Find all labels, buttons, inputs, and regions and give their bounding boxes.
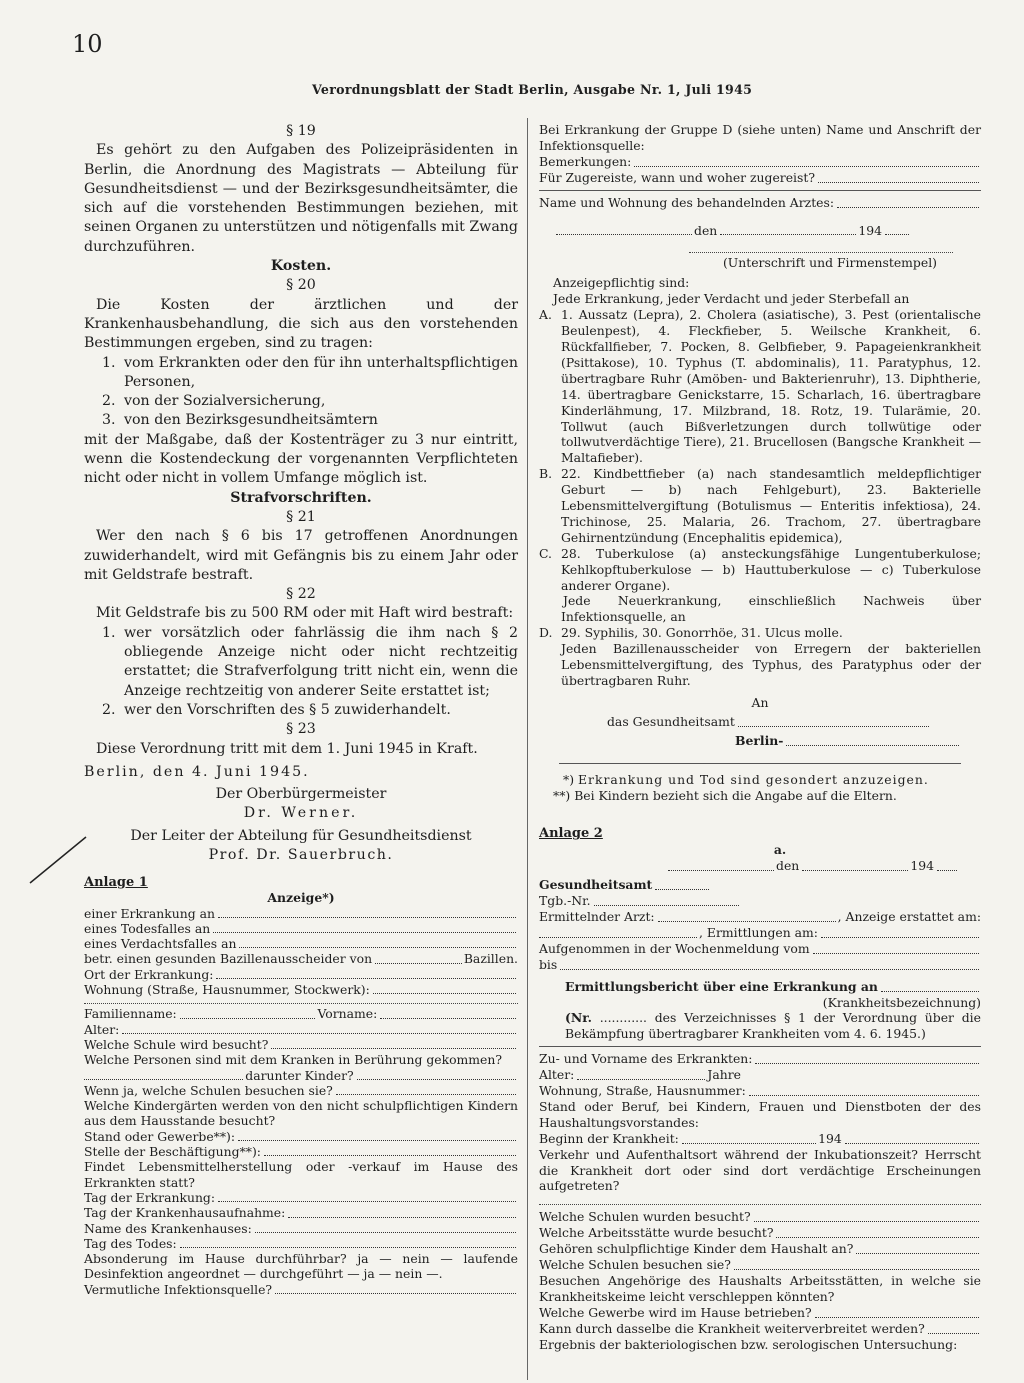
group-a — [539, 307, 981, 466]
group-text: 29. Syphilis, 30. Gonorrhöe, 31. Ulcus molle. — [561, 625, 843, 641]
form-line — [84, 1068, 518, 1083]
form-line — [539, 154, 981, 170]
s22-text: Mit Geldstrafe bis zu 500 RM oder mit Haft wird bestraft: — [96, 605, 514, 622]
form-label: Vermutliche Infektionsquelle? — [84, 1281, 273, 1297]
fill-line — [380, 1017, 516, 1019]
s23-title: § 23 — [286, 721, 316, 738]
item-text: wer den Vorschriften des § 5 zuwiderhandelt. — [124, 701, 451, 718]
fill-line — [264, 1154, 516, 1156]
date-line — [539, 858, 981, 874]
fill-line — [213, 931, 516, 933]
form-label: Vorname: — [317, 1006, 378, 1022]
form-line — [539, 979, 981, 995]
form-blank-line — [84, 1003, 518, 1004]
footnote-2 — [539, 788, 981, 804]
form-label: Tgb.-Nr. — [539, 893, 591, 909]
s20-after: mit der Maßgabe, daß der Kostenträger zu 3 nur eintritt, wenn die Kostendeckung der vorgenannten Verpflichteten nicht oder nicht in vollem Umfange möglich ist. — [84, 431, 518, 487]
form-label: Für Zugereiste, wann und woher zugereist? — [539, 169, 815, 185]
item-number: 2. — [102, 393, 116, 410]
form-question: Bei Erkrankung der Gruppe D (siehe unten) Name und Anschrift der Infektionsquelle: — [539, 122, 981, 153]
form-question: Verkehr und Aufenthaltsort während der Inkubationszeit? Herrscht die Krankheit dort oder sind dort verdächtige Erscheinungen aufgetreten? — [539, 1146, 981, 1194]
form-label: Welche Schulen wurden besucht? — [539, 1209, 751, 1225]
divider — [539, 1046, 981, 1047]
item-text: von den Bezirksgesundheitsämtern — [124, 412, 378, 429]
form-line — [84, 1190, 518, 1205]
form-line — [539, 909, 981, 925]
fill-line — [881, 990, 979, 992]
fill-line — [776, 1236, 979, 1238]
verzeichnis-text: (Nr. ............ des Verzeichnisses § 1 der Verordnung über die Bekämpfung übertragbarer Krankheiten vom 4. 6. 1945.) — [565, 1010, 981, 1042]
item-text: von der Sozialversicherung, — [124, 393, 326, 410]
group-letter: C. — [539, 545, 552, 561]
fill-line — [658, 920, 836, 922]
form-label: Tag des Todes: — [84, 1235, 177, 1251]
fill-line — [216, 977, 516, 979]
form-line — [84, 982, 518, 997]
form-line — [84, 906, 518, 921]
form-label: bis — [539, 956, 558, 972]
form-line — [539, 170, 981, 186]
form-label: den — [776, 858, 800, 874]
form-line — [84, 1221, 518, 1236]
fill-line — [218, 1200, 516, 1202]
nr-label: (Nr. — [565, 1010, 592, 1026]
form-line — [539, 1083, 981, 1099]
form-question: Welche Personen sind mit dem Kranken in Berührung gekommen? — [84, 1052, 503, 1068]
form-label: Welche Arbeitsstätte wurde besucht? — [539, 1225, 774, 1241]
neuerkrankung-intro: Jede Neuerkrankung, einschließlich Nachweis über Infektionsquelle, an — [561, 593, 981, 625]
form-label: 194 — [910, 858, 934, 874]
anzeige-form — [84, 890, 518, 1297]
group-letter: A. — [539, 307, 552, 323]
form-line — [539, 195, 981, 211]
anlage-2-a: a. — [773, 842, 787, 858]
left-column — [84, 122, 518, 1297]
form-line — [539, 1209, 981, 1225]
form-label: Tag der Krankenhausaufnahme: — [84, 1205, 286, 1221]
group-text: 28. Tuberkulose (a) ansteckungsfähige Lungentuberkulose; Kehlkopftuberkulose — b) Hauttuberkulose — c) Tuberkulose anderer Organe). — [561, 545, 981, 593]
signature-name-2: Prof. Dr. Sauerbruch. — [208, 846, 394, 863]
fill-line — [749, 1094, 979, 1096]
form-line — [539, 941, 981, 957]
item-number: 3. — [102, 412, 116, 429]
fill-line — [845, 1142, 979, 1144]
fill-line — [655, 888, 709, 890]
fill-line — [837, 206, 979, 208]
anzeige-title: Anzeige*) — [267, 890, 335, 906]
signature-line — [689, 252, 953, 253]
form-label: Stand oder Gewerbe**): — [84, 1128, 236, 1144]
fill-line — [218, 916, 516, 918]
fill-line — [928, 1332, 979, 1334]
s22-list — [84, 624, 518, 720]
s20-title: § 20 — [286, 277, 316, 294]
form-line — [539, 1067, 981, 1083]
form-line — [84, 1022, 518, 1037]
fill-line — [357, 1078, 516, 1080]
form-question: Ergebnis der bakteriologischen bzw. serologischen Untersuchung: — [539, 1336, 958, 1352]
form-label: Ermittelnder Arzt: — [539, 908, 655, 924]
running-header: Verordnungsblatt der Stadt Berlin, Ausgabe Nr. 1, Juli 1945 — [312, 82, 753, 97]
form-line — [84, 1282, 518, 1297]
s21-title: § 21 — [286, 508, 316, 525]
form-label: Wenn ja, welche Schulen besuchen sie? — [84, 1082, 333, 1098]
address-line — [539, 714, 981, 730]
form-label: Familienname: — [84, 1006, 177, 1022]
fill-line — [738, 725, 929, 727]
form-line — [539, 1241, 981, 1257]
form-line — [84, 1083, 518, 1098]
form-label: Gehören schulpflichtige Kinder dem Haushalt an? — [539, 1241, 854, 1257]
fill-line — [802, 869, 908, 871]
footnote-text: Erkrankung und Tod sind gesondert anzuzeigen. — [577, 771, 929, 787]
kosten-heading: Kosten. — [270, 258, 332, 275]
list-item — [102, 411, 518, 430]
form-label: , Anzeige erstattet am: — [837, 908, 981, 924]
form-label: Wohnung (Straße, Hausnummer, Stockwerk): — [84, 982, 370, 998]
form-line — [539, 925, 981, 941]
fill-line — [560, 968, 979, 970]
footnote-text: Bei Kindern bezieht sich die Angabe auf die Eltern. — [574, 787, 897, 803]
nr-text: des Verzeichnisses § 1 der Verordnung über die Bekämpfung übertragbarer Krankheiten vom 4. 6. 1945.) — [565, 1010, 981, 1042]
fill-line — [577, 1078, 705, 1080]
page-number: 10 — [72, 30, 103, 58]
form-line — [84, 1129, 518, 1144]
form-line — [84, 1205, 518, 1220]
form-label: Stelle der Beschäftigung**): — [84, 1144, 261, 1160]
form-label: Welche Gewerbe wird im Hause betrieben? — [539, 1304, 812, 1320]
form-label: Beginn der Krankheit: — [539, 1130, 679, 1146]
form-label: , Ermittlungen am: — [699, 924, 818, 940]
form-line — [539, 1257, 981, 1273]
fill-line — [755, 1062, 979, 1064]
margin-pen-mark — [28, 835, 88, 885]
footnote-mark: **) — [553, 787, 571, 803]
fill-line — [682, 1142, 816, 1144]
fill-line — [288, 1216, 516, 1218]
fill-line — [634, 165, 979, 167]
form-line — [84, 951, 518, 966]
form-label: 194 — [858, 222, 882, 238]
form-label: 194 — [818, 1130, 842, 1146]
form-label: darunter Kinder? — [245, 1067, 354, 1083]
footnote-mark: *) — [563, 771, 575, 787]
fill-line — [885, 233, 909, 235]
form-label: Name und Wohnung des behandelnden Arztes: — [539, 194, 835, 210]
fill-line — [594, 904, 739, 906]
form-label: eines Verdachtsfalles an — [84, 936, 237, 952]
fill-line — [375, 962, 462, 964]
s19-title: § 19 — [286, 123, 316, 139]
form-question: Besuchen Angehörige des Haushalts Arbeitsstätten, in welche sie Krankheitskeime leicht verschleppen könnten? — [539, 1273, 981, 1304]
list-item — [102, 624, 518, 701]
form-line — [539, 893, 981, 909]
s21-text: Wer den nach § 6 bis 17 getroffenen Anordnungen zuwiderhandelt, wird mit Gefängnis bis zu einem Jahr oder mit Geldstrafe bestraft. — [84, 528, 518, 583]
form-line — [539, 1321, 981, 1337]
s22-title: § 22 — [286, 586, 316, 603]
form-label: Alter: — [84, 1021, 120, 1037]
form-label: Berlin- — [735, 732, 784, 748]
form-label: Tag der Erkrankung: — [84, 1189, 216, 1205]
s20-list — [84, 354, 518, 431]
form-line — [84, 1037, 518, 1052]
form-line — [84, 1144, 518, 1159]
form-line — [84, 1006, 518, 1021]
form-label: Ort der Erkrankung: — [84, 966, 214, 982]
form-label: Kann durch dasselbe die Krankheit weiterverbreitet werden? — [539, 1320, 925, 1336]
form-label: Bazillen. — [463, 951, 518, 967]
signature-caption: (Unterschrift und Firmenstempel) — [722, 255, 937, 271]
form-label: Name des Krankenhauses: — [84, 1220, 252, 1236]
fill-line — [84, 1078, 243, 1080]
fill-line — [373, 992, 516, 994]
fill-line — [754, 1220, 979, 1222]
list-item — [102, 392, 518, 411]
fill-line — [786, 744, 959, 746]
item-text: wer vorsätzlich oder fahrlässig die ihm nach § 2 obliegende Anzeige nicht oder nicht rechtzeitig erstattet; die Strafverfolgung tritt nicht ein, wenn die Anzeige rechtzeitig von anderer Seite erstattet ist; — [124, 624, 518, 699]
fill-line — [856, 1252, 979, 1254]
place-date: Berlin, den 4. Juni 1945. — [84, 763, 310, 780]
form-question: Absonderung im Hause durchführbar? ja — nein — laufende Desinfektion angeordnet — durchgeführt — ja — nein —. — [84, 1251, 518, 1282]
address-line — [539, 733, 981, 749]
s23-text: Diese Verordnung tritt mit dem 1. Juni 1945 in Kraft. — [96, 740, 478, 757]
form-label: den — [694, 222, 718, 238]
form-label: Bemerkungen: — [539, 153, 632, 169]
form-label: Aufgenommen in der Wochenmeldung vom — [539, 940, 810, 956]
strafvorschriften-heading: Strafvorschriften. — [230, 489, 372, 506]
fill-line — [668, 869, 774, 871]
group-c — [539, 546, 981, 594]
form-label: Jahre — [707, 1067, 741, 1083]
bazillenausscheider-text: Jeden Bazillenausscheider von Erregern der bakteriellen Lebensmittelvergiftung, des Typhus, des Paratyphus oder der übertragbaren Ruhr. — [561, 641, 981, 688]
form-question: Stand oder Beruf, bei Kindern, Frauen und Dienstboten der des Haushaltungsvorstandes: — [539, 1098, 981, 1130]
form-blank-line — [539, 1204, 981, 1205]
form-label: Ermittlungsbericht über eine Erkrankung an — [565, 978, 878, 994]
signature-title-1: Der Oberbürgermeister — [215, 786, 387, 803]
fill-line — [821, 936, 979, 938]
fill-line — [271, 1047, 516, 1049]
form-line — [84, 967, 518, 982]
form-label: eines Todesfalles an — [84, 920, 211, 936]
list-item — [102, 701, 518, 720]
form-label: Wohnung, Straße, Hausnummer: — [539, 1083, 746, 1099]
form-label: Welche Schulen besuchen sie? — [539, 1257, 731, 1273]
anlage-2-label: Anlage 2 — [539, 826, 603, 842]
s20-text: Die Kosten der ärztlichen und der Krankenhausbehandlung, die sich aus den vorstehenden Bestimmungen ergeben, sind zu tragen: — [84, 296, 518, 352]
form-question: Welche Kindergärten werden von den nicht schulpflichtigen Kindern aus dem Hausstande besucht? — [84, 1098, 518, 1129]
fill-line — [122, 1032, 516, 1034]
signature-name-1: Dr. Werner. — [243, 805, 359, 822]
form-line — [539, 957, 981, 973]
form-label: Welche Schule wird besucht? — [84, 1036, 269, 1052]
divider — [539, 190, 981, 191]
fill-line — [815, 1316, 979, 1318]
date-line — [539, 223, 981, 239]
fill-line — [239, 946, 516, 948]
divider — [559, 763, 961, 764]
group-b — [539, 466, 981, 546]
form-label: betr. einen gesunden Bazillenausscheider von — [84, 951, 373, 967]
footnote-1 — [539, 772, 981, 788]
form-label: einer Erkrankung an — [84, 905, 215, 921]
form-line — [539, 1131, 981, 1147]
fill-line — [180, 1246, 516, 1248]
krankheitsbezeichnung-caption: (Krankheitsbezeichnung) — [822, 994, 981, 1010]
item-number: 1. — [102, 624, 116, 641]
group-letter: B. — [539, 466, 553, 482]
fill-line — [180, 1017, 316, 1019]
form-question: Findet Lebensmittelherstellung oder -verkauf im Hause des Erkrankten statt? — [84, 1159, 518, 1190]
form-line — [539, 1051, 981, 1067]
item-text: vom Erkrankten oder den für ihn unterhaltspflichtigen Personen, — [124, 354, 518, 390]
s19-text: Es gehört zu den Aufgaben des Polizeipräsidenten in Berlin, die Anordnung des Magistrats — Abteilung für Gesundheitsdienst — und der Bezirksgesundheitsämter, die sich auf die vorstehenden Bestimmungen beziehen, mit seinen Organen zu unterstützen und nötigenfalls mit Zwang durchzuführen. — [84, 142, 519, 255]
address-an: An — [751, 694, 769, 710]
fill-line — [734, 1268, 979, 1270]
fill-line — [539, 936, 697, 938]
fill-line — [556, 233, 692, 235]
anlage-1-label: Anlage 1 — [84, 875, 148, 891]
fill-line — [336, 1093, 516, 1095]
fill-line — [818, 181, 979, 183]
form-label: Gesundheitsamt — [539, 877, 653, 893]
fill-line — [255, 1231, 516, 1233]
form-label: das Gesundheitsamt — [607, 713, 735, 729]
fill-line — [238, 1139, 516, 1141]
form-line — [84, 1236, 518, 1251]
form-line — [539, 877, 981, 893]
fill-line — [813, 952, 979, 954]
group-letter: D. — [539, 625, 553, 641]
item-number: 2. — [102, 701, 116, 718]
fill-line — [937, 869, 957, 871]
form-label: Zu- und Vorname des Erkrankten: — [539, 1051, 753, 1067]
item-number: 1. — [102, 354, 116, 371]
group-d — [539, 625, 981, 641]
anzeigepflichtig-heading: Anzeigepflichtig sind: — [553, 275, 690, 291]
fill-line — [275, 1292, 516, 1294]
form-line — [84, 921, 518, 936]
signature-title-2: Der Leiter der Abteilung für Gesundheitsdienst — [130, 827, 472, 844]
fill-line — [720, 233, 856, 235]
column-divider — [527, 118, 528, 1380]
right-column — [539, 122, 981, 1353]
form-line — [84, 936, 518, 951]
form-label: Alter: — [539, 1067, 575, 1083]
form-line — [539, 1305, 981, 1321]
anzeigepflichtig-intro: Jede Erkrankung, jeder Verdacht und jeder Sterbefall an — [553, 291, 910, 307]
group-text: 1. Aussatz (Lepra), 2. Cholera (asiatische), 3. Pest (orientalische Beulenpest), 4. Fleckfieber, 5. Weilsche Krankheit, 6. Rückfallfieber, 7. Pocken, 8. Gelbfieber, 9. Papageienkrankheit (Psittakose), 10. Typhus (T. abdominalis), 11. Paratyphus, 12. übertragbare Ruhr (Amöben- und Bakterienruhr), 13. Diphtherie, 14. übertragbare Genickstarre, 15. Scharlach, 16. übertragbare Kinderlähmung, 17. Milzbrand, 18. Rotz, 19. Tularämie, 20. Tollwut (auch Bißverletzungen durch tollwütige oder tollwutverdächtige Tiere), 21. Brucellosen (Bangsche Krankheit — Maltafieber). — [561, 307, 981, 466]
group-text: 22. Kindbettfieber (a) nach standesamtlich meldepflichtiger Geburt — b) nach Fehlgeburt), 23. Bakterielle Lebensmittelvergiftung (Botulismus — Enteritis infektiosa), 24. Trichinose, 25. Malaria, 26. Trachom, 27. übertragbare Gehirnentzündung (Encephalitis epidemica), — [561, 466, 981, 545]
list-item — [102, 354, 518, 393]
form-line — [539, 1225, 981, 1241]
